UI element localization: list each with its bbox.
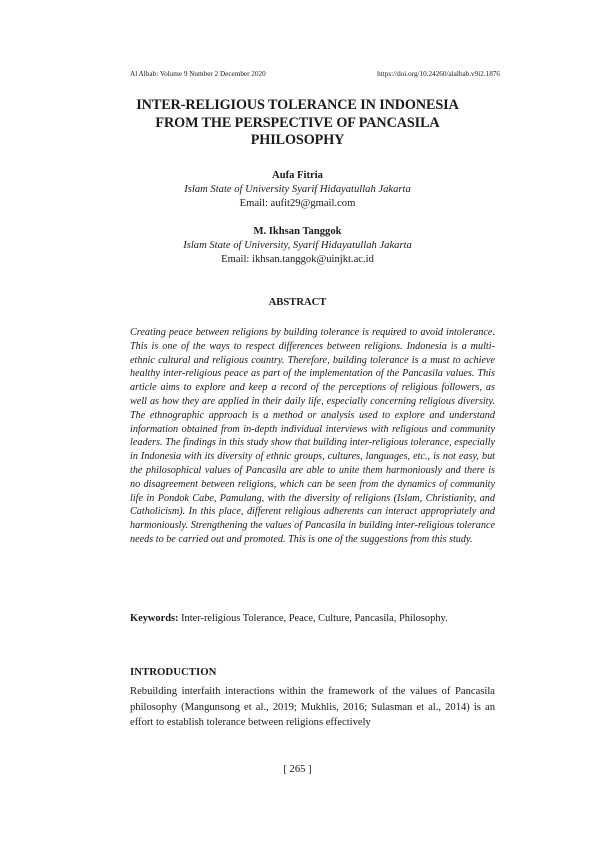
author-email: Email: aufit29@gmail.com bbox=[239, 197, 356, 209]
introduction-text: Rebuilding interfaith interactions within the framework of the values of Pancasila philosophy (Mangunsong et al., 2019; Mukhlis, 2016; Sulasman et al., 2014) is an effort to establish tolerance between religions effectively bbox=[130, 686, 495, 729]
author-name: M. Ikhsan Tanggok bbox=[253, 226, 342, 237]
title-line: PHILOSOPHY bbox=[250, 132, 345, 148]
author-name: Aufa Fitria bbox=[272, 170, 323, 181]
paper-title bbox=[100, 97, 495, 150]
running-header bbox=[130, 68, 500, 80]
keywords bbox=[130, 612, 495, 626]
abstract-heading: ABSTRACT bbox=[268, 297, 327, 308]
abstract-text: Creating peace between religions by building tolerance is required to avoid intolerance. This is one of the ways to respect differences between religions. Indonesia is a multi-ethnic cultural and religious country. Therefore, building tolerance is a must to achieve healthy inter-religious peace as part of the implementation of the Pancasila values. This article aims to explore and keep a record of the perceptions of religious followers, as well as how they are applied in their daily life, especially concerning religious diversity. The ethnographic approach is a method or analysis used to explore and understand information obtained from in-depth individual interviews with religious and community leaders. The findings in this study show that building inter-religious tolerance, especially in Indonesia with its diversity of ethnic groups, cultures, languages, etc., is not easy, but the philosophical values of Pancasila are able to unite them harmoniously and there is no disagreement between religions, which can be seen from the dynamics of community life in Pondok Cabe, Pamulang, with the diversity of religions (Islam, Christianity, and Catholicism). In this place, different religious adherents can interact appropriately and harmoniously. Strengthening the values of Pancasila in building inter-religious tolerance needs to be carried out and promoted. This is one of the suggestions from this study. bbox=[130, 327, 495, 545]
introduction-heading: INTRODUCTION bbox=[130, 666, 217, 678]
title-line: FROM THE PERSPECTIVE OF PANCASILA bbox=[155, 114, 440, 131]
title-line: INTER-RELIGIOUS TOLERANCE IN INDONESIA bbox=[136, 97, 459, 113]
keywords-label: Keywords: bbox=[130, 613, 179, 624]
author-block-2 bbox=[100, 225, 495, 266]
page-number: [ 265 ] bbox=[283, 764, 312, 775]
keywords-list: Inter-religious Tolerance, Peace, Culture, Pancasila, Philosophy. bbox=[178, 613, 448, 624]
author-affiliation: Islam State of University Syarif Hidayatullah Jakarta bbox=[184, 183, 411, 195]
author-block-1 bbox=[100, 169, 495, 210]
journal-citation: Al Albab: Volume 9 Number 2 December 2020 bbox=[130, 70, 266, 78]
doi-link[interactable]: https://doi.org/10.24260/alalbab.v9i2.1876 bbox=[377, 70, 500, 78]
author-email: Email: ikhsan.tanggok@uinjkt.ac.id bbox=[221, 253, 374, 265]
author-affiliation: Islam State of University, Syarif Hidayatullah Jakarta bbox=[183, 239, 412, 251]
